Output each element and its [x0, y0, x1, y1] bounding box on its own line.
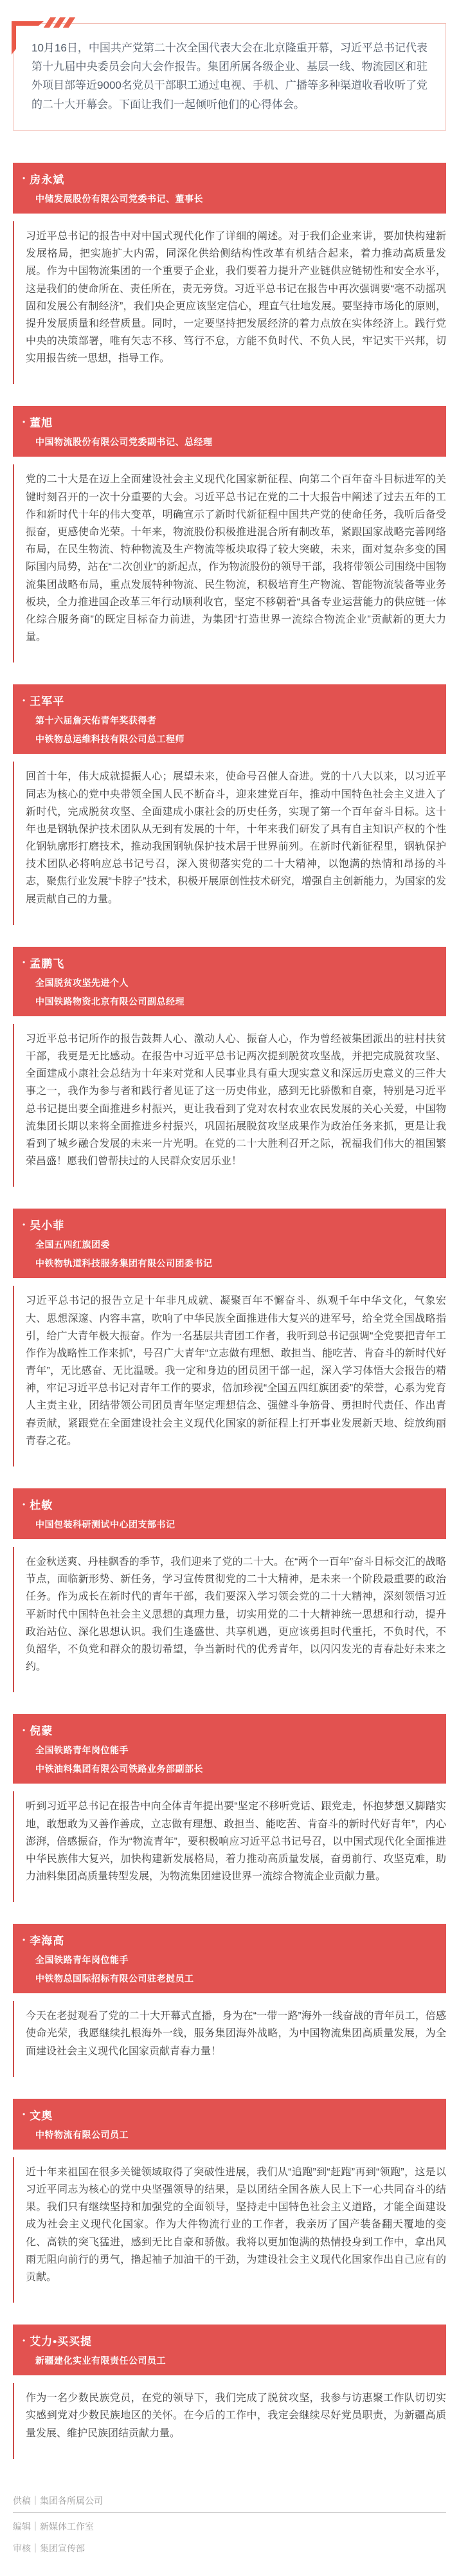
- person-name: 房永斌: [30, 173, 65, 186]
- person-header: [13, 2325, 446, 2375]
- person-header: [13, 947, 446, 1016]
- person-quote: 回首十年，伟大成就提振人心；展望未来，使命号召催人奋进。党的十八大以来，以习近平同志为核心的党中央带领全国人民不断奋斗，迎来建党百年，推动中国特色社会主义进入了新时代，完成脱贫攻坚、全面建成小康社会的历史任务，实现了第一个百年奋斗目标。这十年也是钢轨保护技术团队从无到有发展的十年，十年来我们研发了具有自主知识产权的个性化钢轨廓形打磨技术，推动我国钢轨保护技术居于世界前列。在新时代新征程里，钢轨保护技术团队必将响应总书记号召，深入贯彻落实党的二十大精神，以饱满的热情和昂扬的斗志，聚焦行业发展“卡脖子”技术，积极开展原创性技术研究，增强自主创新能力，为国家的发展贡献自己的力量。: [13, 762, 446, 925]
- person-title: 全国铁路青年岗位能手: [35, 1745, 129, 1756]
- person-name: 艾力•买买提: [30, 2335, 93, 2348]
- person-quote: 听到习近平总书记在报告中向全体青年提出要“坚定不移听党话、跟党走，怀抱梦想又脚踏实地，敢想敢为又善作善成，立志做有理想、敢担当、能吃苦、肯奋斗的新时代好青年”，内心澎湃，倍感振奋，作为“物流青年”，要积极响应习近平总书记号召，以中国式现代化全面推进中华民族伟大复兴，加快构建新发展格局，着力推动高质量发展，奋勇前行、攻坚克难，助力油料集团高质量转型发展，为物流集团建设世界一流综合物流企业贡献力量。: [13, 1791, 446, 1902]
- person-name-row: [21, 955, 437, 971]
- person-section: [13, 947, 446, 1187]
- person-title: 中储发展股份有限公司党委书记、董事长: [35, 193, 203, 204]
- person-quote: 习近平总书记的报告中对中国式现代化作了详细的阐述。对于我们企业来讲，要加快构建新发展格局，把实施扩大内需，同深化供给侧结构性改革有机结合起来，着力推动高质量发展。作为中国物流集团的一个重要子企业，我们要着力提升产业链供应链韧性和安全水平，这是我们的使命所在、责任所在，责无旁贷。习近平总书记在报告中再次强调要“毫不动摇巩固和发展公有制经济”，我们央企更应该坚定信心，理直气壮地发展。要坚持市场化的原则，提升发展质量和经营质量。同时，一定要坚持把发展经济的着力点放在实体经济上。践行党中央的决策部署，唯有矢志不移、笃行不怠，方能不负时代、不负人民，牢记实干兴邦，切实用报告统一思想，指导工作。: [13, 221, 446, 385]
- slash-icon: [63, 17, 75, 28]
- footer-divider: [13, 2512, 446, 2513]
- bullet-icon: •: [22, 2335, 26, 2345]
- person-section: [13, 684, 446, 925]
- person-name: 文奥: [30, 2109, 53, 2122]
- person-section: [13, 2325, 446, 2459]
- person-title: 中国铁路物资北京有限公司副总经理: [35, 996, 184, 1007]
- person-name-row: [21, 2106, 437, 2123]
- person-header: [13, 163, 446, 214]
- person-titles: [21, 1518, 437, 1531]
- person-quote: 在金秋送爽、丹桂飘香的季节，我们迎来了党的二十大。在“两个一百年”奋斗目标交汇的战略节点，面临新形势、新任务，学习宣传贯彻党的二十大精神，是未来一个阶段最重要的政治任务。作为成长在新时代的青年干部，我们要深入学习领会党的二十大精神，深刻领悟习近平新时代中国特色社会主义思想的真理力量，切实用党的二十大精神统一思想和行动，提升政治站位、深化思想认识。我们生逢盛世、共享机遇，更应该勇担时代重托，不负时代，不负韶华，不负党和群众的殷切希望，争当新时代的优秀青年，以闪闪发光的青春赴好未来之约。: [13, 1547, 446, 1692]
- person-titles: [21, 192, 437, 205]
- footer-credits: [13, 2490, 446, 2559]
- person-quote: 作为一名少数民族党员，在党的领导下，我们完成了脱贫攻坚，我参与访惠聚工作队切切实实感到党对少数民族地区的关怀。在今后的工作中，我定会继续尽好党员职责，为新疆高质量发展、维护民族团结贡献力量。: [13, 2383, 446, 2459]
- bullet-icon: •: [22, 417, 26, 426]
- person-sections-list: [13, 163, 446, 2459]
- credit-editor: 编辑｜新媒体工作室: [13, 2521, 94, 2532]
- person-titles: [21, 2354, 437, 2367]
- person-name: 吴小菲: [30, 1219, 65, 1232]
- person-section: [13, 1488, 446, 1692]
- person-title: 全国脱贫攻坚先进个人: [35, 977, 129, 988]
- person-title: 中特物流有限公司员工: [35, 2129, 129, 2140]
- person-section: [13, 163, 446, 385]
- person-name-row: [21, 2332, 437, 2348]
- person-titles: [21, 976, 437, 1008]
- person-name-row: [21, 1722, 437, 1738]
- bullet-icon: •: [22, 1219, 26, 1229]
- person-section: [13, 406, 446, 662]
- bullet-icon: •: [22, 2110, 26, 2119]
- person-section: [13, 2099, 446, 2303]
- person-titles: [21, 2128, 437, 2141]
- person-name: 李海高: [30, 1935, 65, 1948]
- person-header: [13, 1714, 446, 1784]
- corner-bracket-vertical-icon: [12, 21, 16, 55]
- person-titles: [21, 1744, 437, 1775]
- person-name-row: [21, 1496, 437, 1512]
- person-title: 新疆建化实业有限责任公司员工: [35, 2355, 166, 2366]
- person-name-row: [21, 170, 437, 187]
- person-quote: 今天在老挝观看了党的二十大开幕式直播，身为在“一带一路”海外一线奋战的青年员工，倍感使命光荣，我愿继续扎根海外一线，服务集团海外战略，为中国物流集团高质量发展，为全面建设社会主义现代化国家贡献青春力量！: [13, 2001, 446, 2077]
- bullet-icon: •: [22, 1935, 26, 1944]
- person-quote: 习近平总书记所作的报告鼓舞人心、激动人心、振奋人心，作为曾经被集团派出的驻村扶贫干部，我更是无比感动。在报告中习近平总书记两次提到脱贫攻坚战，并把完成脱贫攻坚、全面建成小康社会总结为十年来对党和人民事业具有重大现实意义和深远历史意义的三件大事之一，我作为参与者和践行者见证了这一历史伟业，感到无比骄傲和自豪，特别是习近平总书记提出要全面推进乡村振兴，更让我看到了党对农村农业农民发展的关心关爱，中国物流集团长期以来将全面推进乡村振兴，巩固拓展脱贫攻坚成果作为政治任务来抓，更是让我看到了城乡融合发展的未来一片光明。在党的二十大胜利召开之际，祝福我们伟大的祖国繁荣昌盛！愿我们曾帮扶过的人民群众安居乐业！: [13, 1024, 446, 1187]
- person-name-row: [21, 1932, 437, 1948]
- person-quote: 党的二十大是在迈上全面建设社会主义现代化国家新征程、向第二个百年奋斗目标进军的关键时刻召开的一次十分重要的大会。习近平总书记在党的二十大报告中阐述了过去五年的工作和新时代十年的伟大变革，明确宣示了新时代新征程中国共产党的使命任务，我听后备受振奋，更感使命光荣。十年来，物流股份积极推进混合所有制改革，紧跟国家战略完善网络布局，在民生物流、特种物流及生产物流等板块取得了较大突破，未来，面对复杂多变的国际国内局势，站在“二次创业”的新起点，作为物流股份的领导干部，我将带领公司围绕中国物流集团战略布局，重点发展特种物流、民生物流，积极培育生产物流、智能物流装备等业务板块，全力推进国企改革三年行动顺利收官，坚定不移朝着“具备专业运营能力的供应链一体化综合服务商”的既定目标奋力前进，为集团“打造世界一流综合物流企业”贡献新的更大力量。: [13, 464, 446, 662]
- person-title: 全国铁路青年岗位能手: [35, 1955, 129, 1966]
- credit-reviewer: 审核｜集团宣传部: [13, 2543, 85, 2553]
- person-name: 孟鹏飞: [30, 957, 65, 970]
- person-titles: [21, 1238, 437, 1270]
- bullet-icon: •: [22, 174, 26, 183]
- corner-bracket-horizontal-icon: [12, 21, 44, 26]
- bullet-icon: •: [22, 695, 26, 705]
- person-titles: [21, 714, 437, 745]
- person-name-row: [21, 692, 437, 708]
- person-title: 中铁物总国际招标有限公司驻老挝员工: [35, 1973, 194, 1984]
- person-name-row: [21, 1216, 437, 1232]
- person-title: 中铁物轨道科技服务集团有限公司团委书记: [35, 1258, 213, 1269]
- person-name: 倪蒙: [30, 1725, 53, 1738]
- person-title: 中国包装科研测试中心团支部书记: [35, 1519, 176, 1530]
- person-section: [13, 1209, 446, 1466]
- person-title: 中铁油料集团有限公司铁路业务部副部长: [35, 1764, 203, 1775]
- person-name: 董旭: [30, 417, 53, 430]
- person-title: 第十六届詹天佑青年奖获得者: [35, 715, 157, 726]
- person-header: [13, 1924, 446, 1993]
- person-titles: [21, 1953, 437, 1985]
- person-section: [13, 1924, 446, 2077]
- person-header: [13, 684, 446, 754]
- person-section: [13, 1714, 446, 1902]
- intro-text: 10月16日，中国共产党第二十次全国代表大会在北京隆重开幕，习近平总书记代表第十九届中央委员会向大会作报告。集团所属各级企业、基层一线、物流园区和驻外项目部等近9000名党员干部职工通过电视、手机、广播等多种渠道收看收听了党的二十大开幕会。下面让我们一起倾听他们的心得体会。: [32, 42, 428, 111]
- person-header: [13, 2099, 446, 2150]
- bullet-icon: •: [22, 958, 26, 967]
- person-name-row: [21, 414, 437, 430]
- person-header: [13, 1209, 446, 1278]
- person-name: 王军平: [30, 695, 65, 708]
- person-title: 中铁物总运维科技有限公司总工程师: [35, 734, 184, 745]
- article-page: [0, 23, 459, 2576]
- person-header: [13, 406, 446, 457]
- person-quote: 习近平总书记的报告立足十年非凡成就、凝聚百年不懈奋斗、纵观千年中华文化，气象宏大、思想深邃、内容丰富，吹响了中华民族全面推进伟大复兴的进军号，给全党全国战略指引，给广大青年极大振奋。作为一名基层共青团工作者，我听到总书记强调“全党要把青年工作作为战略性工作来抓”，号召广大青年“立志做有理想、敢担当、能吃苦、肯奋斗的新时代好青年”，无比感奋、无比温暖。我一定和身边的团员团干部一起，深入学习体悟大会报告的精神，牢记习近平总书记对青年工作的要求，倍加珍视“全国五四红旗团委”的荣誉，心系为党育人主责主业，团结带领公司团员青年坚定理想信念、强健斗争筋骨、勇担时代责任、作出青春贡献，紧跟党在全面建设社会主义现代化国家的新征程上打开事业发展新天地、绽放绚丽青春之花。: [13, 1286, 446, 1466]
- person-quote: 近十年来祖国在很多关键领域取得了突破性进展，我们从“追跑”到“赶跑”再到“领跑”，这是以习近平同志为核心的党中央坚强领导的结果，是以团结全国各族人民上下一心共同奋斗的结果。我们只有继续坚持和加强党的全面领导，坚持走中国特色社会主义道路，才能全面建设成为社会主义现代化国家。作为大件物流行业的工作者，我亲历了国产装备翻天覆地的变化、高铁的突飞猛进，感到无比自豪和骄傲。我将以更加饱满的热情投身到工作中，拿出风雨无阻向前行的勇气，撸起袖子加油干的干劲，为建设社会主义现代化国家作出自己应有的贡献。: [13, 2157, 446, 2303]
- bullet-icon: •: [22, 1725, 26, 1735]
- credit-contributor: 供稿｜集团各所属公司: [13, 2495, 103, 2506]
- person-name: 杜敏: [30, 1499, 53, 1512]
- intro-box: [13, 23, 446, 131]
- person-title: 中国物流股份有限公司党委副书记、总经理: [35, 437, 213, 448]
- person-titles: [21, 435, 437, 448]
- bullet-icon: •: [22, 1499, 26, 1509]
- person-title: 全国五四红旗团委: [35, 1239, 110, 1250]
- person-header: [13, 1488, 446, 1539]
- triple-slash-icon: [47, 17, 72, 28]
